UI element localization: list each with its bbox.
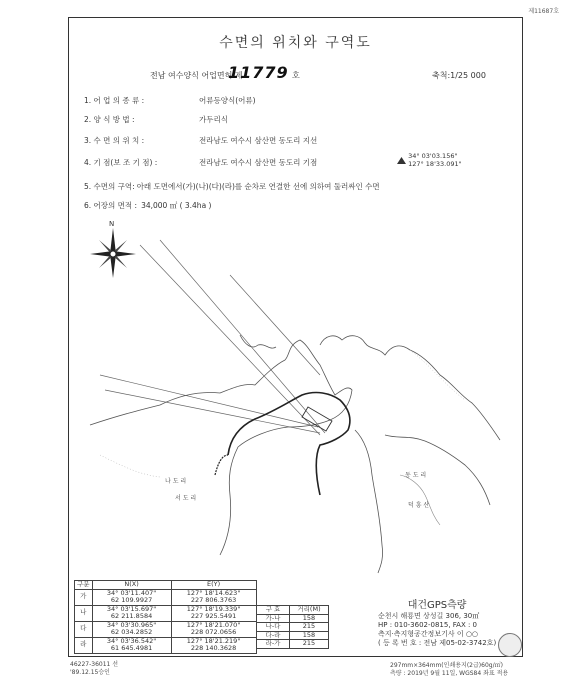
row-value: 34,000 ㎡ ( 3.4ha )	[141, 201, 212, 210]
row-label: 1. 어 업 의 종 류 :	[84, 96, 145, 105]
table-row	[257, 623, 329, 632]
table-row	[75, 605, 257, 621]
permit-prefix: 전남 여수양식 어업면허 제	[150, 71, 243, 80]
row-label: 2. 양 식 방 법 :	[84, 115, 135, 124]
lat-dms: 34° 03'11.407"	[106, 588, 157, 597]
surveyor-name: 대건GPS측량	[407, 600, 467, 611]
table-row	[75, 589, 257, 605]
row-area-definition	[84, 181, 380, 192]
easting: 228 140.3628	[190, 644, 237, 652]
distance: 215	[290, 623, 329, 632]
survey-date: 측량 : 2019년 9월 11일, WGS84 좌표 적용	[390, 670, 509, 677]
paper-spec: 297mm×364mm(인쇄용지(2급)60g/㎡)	[390, 662, 503, 669]
table-row	[75, 621, 257, 637]
row-value: 전라남도 여수시 삼산면 동도리 지선	[199, 136, 318, 145]
table-header: 거리(M)	[290, 606, 329, 615]
north-label: N	[109, 220, 115, 228]
map-label-nadori: 나 도 리	[165, 478, 187, 485]
row-water-location	[84, 135, 317, 146]
coordinate-table	[74, 580, 257, 654]
table-row	[75, 637, 257, 653]
map-label-seodori: 서 도 리	[175, 495, 197, 502]
table-header: N(X)	[92, 581, 171, 590]
scale-label: 축척:1/25 000	[432, 71, 486, 80]
lat-dms: 34° 03'36.542"	[106, 636, 157, 645]
lon-dms: 127° 18'21.219"	[186, 636, 241, 645]
segment: 다-라	[257, 631, 290, 640]
easting: 227 806.3763	[190, 596, 237, 604]
lat-dms: 34° 03'30.965"	[106, 620, 157, 629]
point-id: 라	[75, 637, 93, 653]
permit-number: 11779	[228, 63, 289, 82]
table-header: E(Y)	[171, 581, 256, 590]
distance: 215	[290, 640, 329, 649]
row-label: 3. 수 면 의 위 치 :	[84, 136, 145, 145]
northing: 62 109.9927	[110, 596, 153, 604]
table-header: 구분	[75, 581, 93, 590]
row-value: 어류등양식(어류)	[199, 96, 256, 105]
row-label: 6. 어장의 면적 :	[84, 201, 138, 210]
row-value: 가두리식	[199, 115, 228, 124]
surveyor-engineer: 측지·측지형공간정보기사 이 ○○	[378, 630, 479, 638]
page-title: 수면의 위치와 구역도	[219, 35, 372, 51]
northing: 62 211.8584	[110, 612, 153, 620]
row-value: 아래 도면에서(가)(나)(다)(라)를 순차로 연결한 선에 의하여 둘러싸인 수면	[136, 182, 380, 191]
easting: 228 072.0656	[190, 628, 237, 636]
row-value: 전라남도 여수시 삼산면 동도리 기점	[199, 158, 318, 167]
base-lon: 127° 18'33.091"	[408, 160, 462, 168]
map-label-deokheungsan: 덕 흥 산	[408, 502, 430, 509]
row-base-point	[84, 157, 317, 168]
footer-left	[70, 661, 118, 677]
form-code: 제11687호	[528, 8, 559, 15]
lon-dms: 127° 18'19.339"	[186, 604, 241, 613]
base-point-coords	[397, 152, 462, 168]
row-label: 5. 수면의 구역:	[84, 182, 135, 191]
form-number: 46227-36011 선	[70, 661, 119, 668]
permit-suffix: 호	[292, 71, 300, 80]
northing: 61 645.4981	[110, 644, 153, 652]
segment: 나-다	[257, 623, 290, 632]
row-fishery-type	[84, 95, 256, 106]
row-farm-area	[84, 200, 211, 211]
surveyor-block	[378, 601, 496, 648]
segment: 라-가	[257, 640, 290, 649]
point-id: 다	[75, 621, 93, 637]
base-lat: 34° 03'03.156"	[408, 152, 458, 160]
table-header: 구 효	[257, 606, 290, 615]
point-id: 나	[75, 605, 93, 621]
easting: 227 925.5491	[190, 612, 237, 620]
distance: 158	[290, 631, 329, 640]
point-id: 가	[75, 589, 93, 605]
row-label: 4. 기 점(보 조 기 점) :	[84, 158, 158, 167]
lon-dms: 127° 18'14.623"	[186, 588, 241, 597]
distance-table	[256, 605, 329, 649]
triangle-marker-icon	[397, 157, 406, 164]
approval-date: '89.12.15승인	[70, 669, 110, 676]
segment: 가-나	[257, 614, 290, 623]
map-label-dongdori: 동 도 리	[405, 472, 427, 479]
lon-dms: 127° 18'21.070"	[186, 620, 241, 629]
northing: 62 034.2852	[110, 628, 153, 636]
farm-area-polygon	[302, 407, 332, 431]
surveyor-contact: HP : 010-3602-0815, FAX : 0	[378, 621, 478, 629]
row-farming-method	[84, 114, 228, 125]
table-row	[257, 640, 329, 649]
location-map	[80, 215, 520, 579]
footer-right	[390, 662, 508, 678]
lat-dms: 34° 03'15.697"	[106, 604, 157, 613]
distance: 158	[290, 614, 329, 623]
surveyor-registration: ( 등 록 번 호 : 전남 제05-02-3742호)	[378, 639, 497, 647]
seal-stamp-icon	[498, 633, 522, 657]
surveyor-address: 순천시 해룡면 상성길 306, 30㎡	[378, 612, 480, 620]
